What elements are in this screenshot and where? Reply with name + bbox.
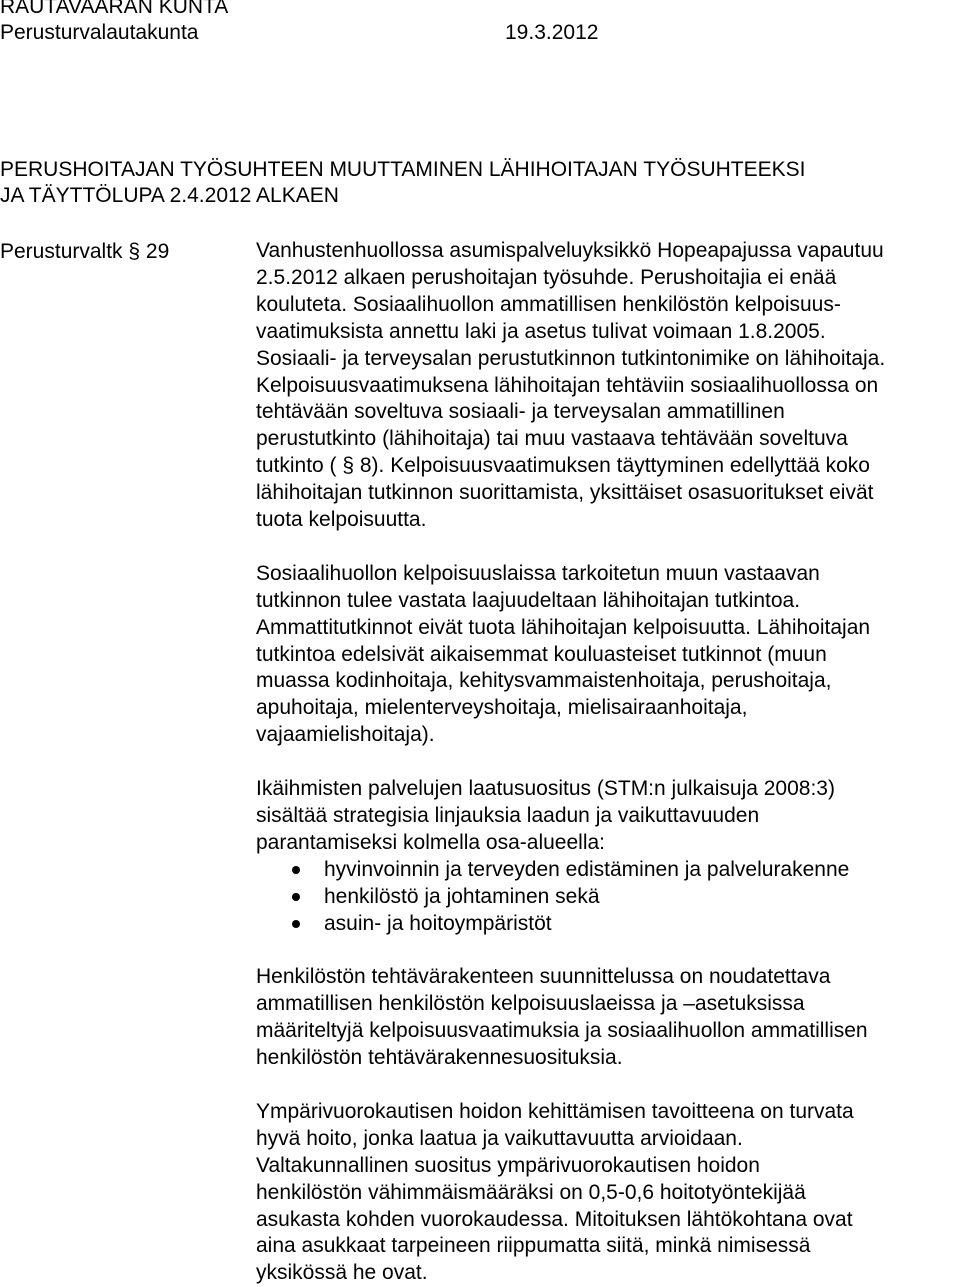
title-line: PERUSHOITAJAN TYÖSUHTEEN MUUTTAMINEN LÄHIHOITAJAN TYÖSUHTEEKSI xyxy=(0,158,806,181)
list-item xyxy=(256,884,956,911)
bullet-icon xyxy=(292,920,300,928)
text-line: vajaamielishoitaja). xyxy=(256,723,435,747)
text-line: asukasta kohden vuorokaudessa. Mitoituksen lähtökohtana ovat xyxy=(256,1207,853,1231)
text-line: henkilöstön tehtävärakennesuosituksia. xyxy=(256,1046,623,1070)
text-line: yksikössä he ovat. xyxy=(256,1261,428,1285)
text-line: tutkintoa edelsivät aikaisemmat kouluasteiset tutkinnot (muun xyxy=(256,642,827,666)
bullet-list xyxy=(256,857,956,938)
list-item-text: henkilöstö ja johtaminen sekä xyxy=(324,884,600,908)
text-line: Henkilöstön tehtävärakenteen suunnittelussa on noudatettava xyxy=(256,965,831,989)
document-date: 19.3.2012 xyxy=(505,21,599,44)
bullet-icon xyxy=(292,866,300,874)
text-line: hyvä hoito, jonka laatua ja vaikuttavuutta arvioidaan. xyxy=(256,1126,743,1150)
text-line: apuhoitaja, mielenterveyshoitaja, mielisairaanhoitaja, xyxy=(256,696,748,720)
list-item xyxy=(256,911,956,938)
section-reference: Perusturvaltk § 29 xyxy=(0,240,170,263)
list-item xyxy=(256,857,956,884)
text-line: Ammattitutkinnot eivät tuota lähihoitajan kelpoisuutta. Lähihoitajan xyxy=(256,615,871,639)
text-line: Ikäihmisten palvelujen laatusuositus (STM:n julkaisuja 2008:3) xyxy=(256,777,835,801)
text-line: vaatimuksista annettu laki ja asetus tulivat voimaan 1.8.2005. xyxy=(256,319,826,343)
text-line: Valtakunnallinen suositus ympärivuorokautisen hoidon xyxy=(256,1153,760,1177)
paragraph-3 xyxy=(256,776,956,857)
committee-name: Perusturvalautakunta xyxy=(0,21,199,44)
text-line: parantamiseksi kolmella osa-alueella: xyxy=(256,830,606,854)
body-text xyxy=(256,238,956,1287)
paragraph-2 xyxy=(256,561,956,749)
text-line: Sosiaalihuollon kelpoisuuslaissa tarkoitetun muun vastaavan xyxy=(256,561,820,585)
text-line: Sosiaali- ja terveysalan perustutkinnon tutkintonimike on lähihoitaja. xyxy=(256,346,886,370)
text-line: sisältää strategisia linjauksia laadun ja vaikuttavuuden xyxy=(256,804,760,827)
text-line: määriteltyjä kelpoisuusvaatimuksia ja sosiaalihuollon ammatillisen xyxy=(256,1019,868,1043)
list-item-text: asuin- ja hoitoympäristöt xyxy=(324,911,552,935)
header-row xyxy=(0,20,598,46)
text-line: henkilöstön vähimmäismääräksi on 0,5-0,6 hoitotyöntekijää xyxy=(256,1180,806,1204)
text-line: ammatillisen henkilöstön kelpoisuuslaeissa ja –asetuksissa xyxy=(256,992,805,1016)
text-line: tutkinnon tulee vastata laajuudeltaan lähihoitajan tutkintoa. xyxy=(256,588,801,612)
text-line: Vanhustenhuollossa asumispalveluyksikkö Hopeapajussa vapautuu xyxy=(256,239,884,262)
list-item-text: hyvinvoinnin ja terveyden edistäminen ja palvelurakenne xyxy=(324,857,850,881)
text-line: Ympärivuorokautisen hoidon kehittämisen tavoitteena on turvata xyxy=(256,1099,854,1123)
bullet-icon xyxy=(292,893,300,901)
paragraph-5 xyxy=(256,1099,956,1287)
text-line: muassa kodinhoitaja, kehitysvammaistenhoitaja, perushoitaja, xyxy=(256,669,832,693)
text-line: Kelpoisuusvaatimuksena lähihoitajan tehtäviin sosiaalihuollossa on xyxy=(256,373,879,397)
paragraph-4 xyxy=(256,964,956,1072)
text-line: perustutkinto (lähihoitaja) tai muu vastaava tehtävään soveltuva xyxy=(256,427,848,451)
text-line: 2.5.2012 alkaen perushoitajan työsuhde. Perushoitajia ei enää xyxy=(256,265,837,289)
text-line: lähihoitajan tutkinnon suorittamista, yksittäiset osasuoritukset eivät xyxy=(256,481,874,505)
text-line: tuota kelpoisuutta. xyxy=(256,508,427,532)
text-line: tutkinto ( § 8). Kelpoisuusvaatimuksen täyttyminen edellyttää koko xyxy=(256,454,870,478)
text-line: kouluteta. Sosiaalihuollon ammatillisen henkilöstön kelpoisuus- xyxy=(256,292,841,316)
paragraph-1 xyxy=(256,238,956,534)
title-line: JA TÄYTTÖLUPA 2.4.2012 ALKAEN xyxy=(0,184,339,207)
text-line: tehtävään soveltuva sosiaali- ja terveysalan ammatillinen xyxy=(256,400,785,424)
page-header xyxy=(0,0,598,46)
text-line: aina asukkaat tarpeineen riippumatta siitä, minkä nimisessä xyxy=(256,1234,811,1258)
document-title xyxy=(0,157,806,209)
organization-name: RAUTAVAARAN KUNTA xyxy=(0,0,229,18)
